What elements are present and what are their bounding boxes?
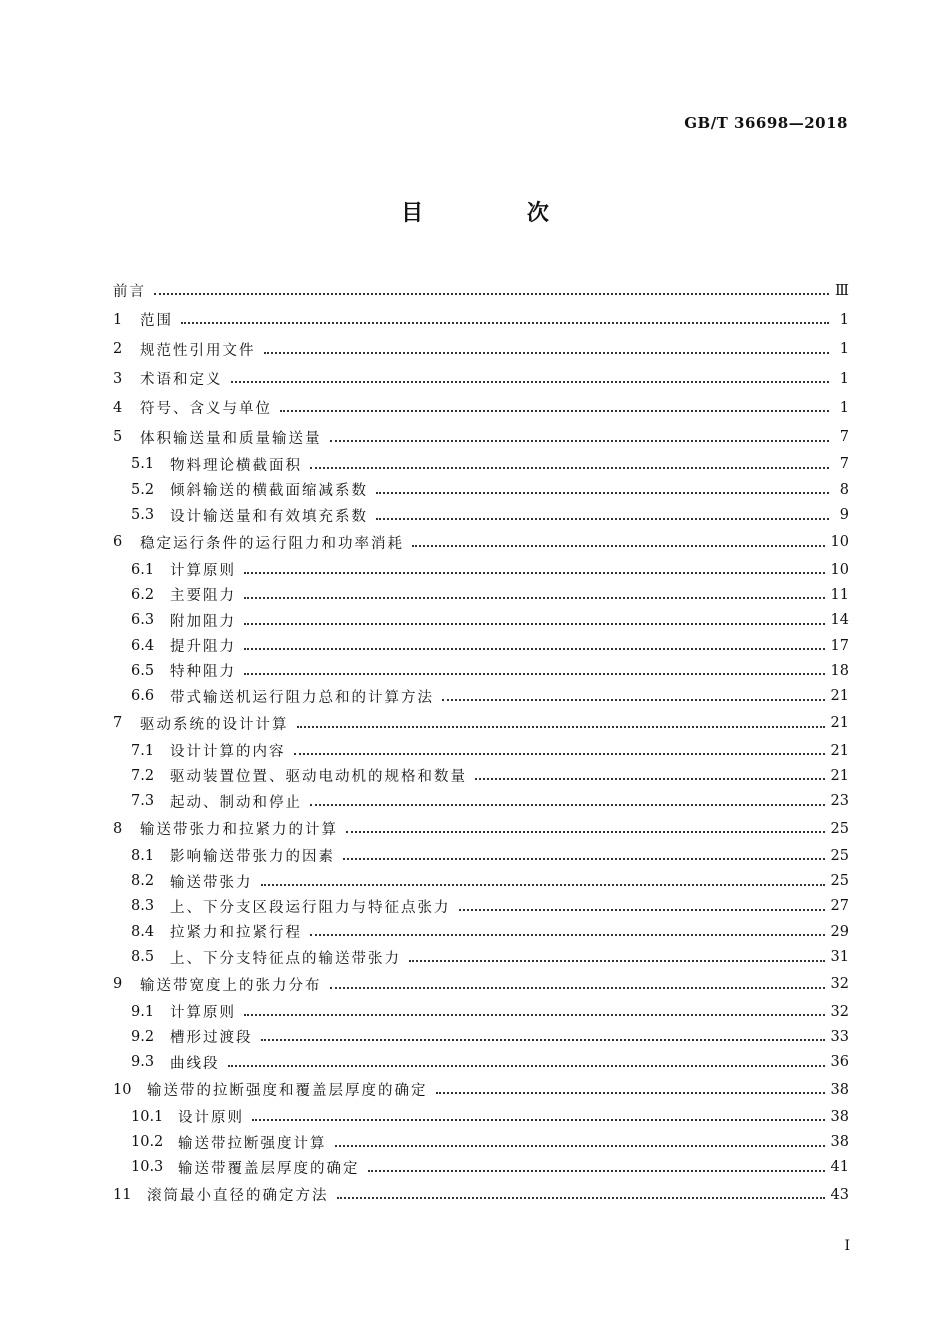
toc-entry-page: 43 (830, 1186, 849, 1203)
toc-entry-title: 输送带张力 (170, 874, 253, 891)
toc-entry-title: 上、下分支区段运行阻力与特征点张力 (170, 899, 451, 916)
toc-entry-title: 输送带张力和拉紧力的计算 (140, 822, 338, 839)
toc-entry-page: 33 (830, 1028, 849, 1045)
toc-dot-leader (335, 1144, 825, 1147)
toc-entry[interactable] (113, 683, 849, 708)
toc-entry-page: 36 (830, 1054, 849, 1071)
table-of-contents (113, 276, 849, 1209)
toc-entry-title: 计算原则 (170, 1005, 236, 1022)
toc-entry-page: 21 (830, 715, 849, 732)
toc-entry-page: 10 (830, 534, 849, 551)
toc-entry-number: 9.1 (131, 1003, 155, 1020)
toc-entry-title: 前言 (113, 284, 146, 301)
toc-entry-number: 8.3 (131, 898, 155, 915)
toc-entry-number: 6.6 (131, 688, 155, 705)
toc-entry[interactable] (113, 763, 849, 788)
toc-entry[interactable] (113, 738, 849, 763)
toc-entry-number: 9.2 (131, 1028, 155, 1045)
toc-entry[interactable] (113, 869, 849, 894)
toc-entry[interactable] (113, 502, 849, 527)
toc-entry-number: 10 (113, 1081, 132, 1098)
toc-entry-page: 17 (830, 637, 849, 654)
toc-entry-page: 1 (839, 370, 849, 387)
toc-entry-title: 物料理论横截面积 (170, 457, 302, 474)
toc-entry-page: 1 (839, 311, 849, 328)
toc-entry-number: 6.3 (131, 612, 155, 629)
toc-dot-leader (261, 1038, 825, 1041)
toc-entry-number: 5.3 (131, 507, 155, 524)
toc-dot-leader (228, 1064, 825, 1067)
toc-dot-leader (244, 672, 825, 675)
toc-entry-title: 影响输送带张力的因素 (170, 849, 335, 866)
toc-entry-title: 槽形过渡段 (170, 1030, 253, 1047)
toc-dot-leader (244, 647, 825, 650)
toc-entry[interactable] (113, 658, 849, 683)
toc-entry-number: 10.2 (131, 1134, 164, 1151)
toc-entry-page: 21 (830, 767, 849, 784)
toc-entry-number: 8.5 (131, 949, 155, 966)
toc-entry[interactable] (113, 633, 849, 658)
toc-dot-leader (376, 517, 829, 520)
toc-entry-title: 滚筒最小直径的确定方法 (147, 1188, 329, 1205)
toc-entry-page: 25 (830, 820, 849, 837)
toc-entry-title: 设计计算的内容 (170, 744, 286, 761)
toc-entry-number: 6.5 (131, 662, 155, 679)
toc-entry-number: 3 (113, 370, 123, 387)
toc-dot-leader (330, 439, 830, 442)
toc-entry-number: 5 (113, 429, 123, 446)
toc-dot-leader (310, 466, 829, 469)
toc-entry-page: 38 (830, 1108, 849, 1125)
toc-entry-title: 驱动系统的设计计算 (140, 716, 289, 733)
toc-entry-number: 7.1 (131, 742, 155, 759)
toc-dot-leader (244, 571, 825, 574)
standard-code: GB/T 36698—2018 (684, 114, 848, 132)
toc-entry[interactable] (113, 582, 849, 607)
toc-dot-leader (297, 725, 825, 728)
toc-entry-title: 输送带覆盖层厚度的确定 (178, 1160, 360, 1177)
toc-entry-title: 主要阻力 (170, 588, 236, 605)
toc-dot-leader (310, 803, 825, 806)
toc-entry-title: 输送带的拉断强度和覆盖层厚度的确定 (147, 1083, 428, 1100)
toc-entry[interactable] (113, 1180, 849, 1209)
toc-entry-title: 起动、制动和停止 (170, 794, 302, 811)
toc-entry-number: 6.2 (131, 586, 155, 603)
toc-entry-title: 拉紧力和拉紧行程 (170, 925, 302, 942)
toc-entry-number: 5.2 (131, 481, 155, 498)
toc-entry-page: 23 (830, 793, 849, 810)
toc-entry-title: 设计原则 (178, 1110, 244, 1127)
toc-dot-leader (412, 544, 825, 547)
toc-entry-number: 4 (113, 399, 123, 416)
toc-entry-number: 7.2 (131, 767, 155, 784)
page-title: 目 次 (401, 200, 597, 226)
toc-entry-number: 6.4 (131, 637, 155, 654)
toc-entry-title: 驱动装置位置、驱动电动机的规格和数量 (170, 769, 467, 786)
toc-entry[interactable] (113, 944, 849, 969)
toc-entry-number: 6 (113, 534, 123, 551)
toc-entry-title: 上、下分支特征点的输送带张力 (170, 950, 401, 967)
toc-entry-page: 38 (830, 1134, 849, 1151)
toc-entry-number: 8 (113, 820, 123, 837)
toc-entry-page: 1 (839, 341, 849, 358)
toc-entry-number: 8.1 (131, 847, 155, 864)
toc-entry-page: 25 (830, 847, 849, 864)
toc-entry-title: 输送带拉断强度计算 (178, 1135, 327, 1152)
toc-entry-page: 14 (830, 612, 849, 629)
toc-dot-leader (280, 409, 829, 412)
toc-dot-leader (337, 1196, 825, 1199)
toc-entry[interactable] (113, 1155, 849, 1180)
toc-entry-number: 6.1 (131, 561, 155, 578)
toc-entry-number: 7 (113, 715, 123, 732)
toc-dot-leader (436, 1091, 825, 1094)
toc-dot-leader (376, 491, 829, 494)
toc-entry-page: 9 (839, 507, 849, 524)
toc-entry-title: 曲线段 (170, 1055, 220, 1072)
toc-dot-leader (368, 1169, 825, 1172)
toc-entry[interactable] (113, 422, 849, 451)
toc-dot-leader (261, 883, 825, 886)
toc-entry[interactable] (113, 452, 849, 477)
toc-dot-leader (264, 351, 830, 354)
toc-entry-page: Ⅲ (835, 282, 849, 299)
toc-entry-title: 术语和定义 (140, 372, 223, 389)
toc-dot-leader (252, 1118, 825, 1121)
toc-dot-leader (244, 622, 825, 625)
toc-dot-leader (346, 830, 825, 833)
toc-entry-page: 38 (830, 1081, 849, 1098)
toc-entry-page: 1 (839, 399, 849, 416)
toc-entry-number: 8.2 (131, 873, 155, 890)
toc-entry[interactable] (113, 1024, 849, 1049)
toc-entry-number: 8.4 (131, 923, 155, 940)
toc-dot-leader (244, 596, 825, 599)
toc-entry-title: 特种阻力 (170, 664, 236, 681)
toc-entry-page: 32 (830, 976, 849, 993)
toc-entry-title: 符号、含义与单位 (140, 401, 272, 418)
toc-entry[interactable] (113, 557, 849, 582)
toc-entry-number: 10.1 (131, 1108, 164, 1125)
toc-entry[interactable] (113, 364, 849, 393)
toc-entry-page: 21 (830, 742, 849, 759)
toc-entry-page: 18 (830, 662, 849, 679)
toc-dot-leader (459, 908, 825, 911)
toc-entry-title: 范围 (140, 313, 173, 330)
toc-entry-number: 9.3 (131, 1054, 155, 1071)
toc-entry-page: 7 (839, 456, 849, 473)
toc-entry[interactable] (113, 1104, 849, 1129)
toc-entry[interactable] (113, 393, 849, 422)
toc-entry-page: 41 (830, 1159, 849, 1176)
toc-entry-title: 提升阻力 (170, 639, 236, 655)
toc-entry[interactable] (113, 1050, 849, 1075)
toc-entry[interactable] (113, 608, 849, 633)
toc-entry-title: 稳定运行条件的运行阻力和功率消耗 (140, 535, 404, 552)
toc-entry[interactable] (113, 894, 849, 919)
toc-dot-leader (310, 933, 825, 936)
toc-entry-title: 输送带宽度上的张力分布 (140, 977, 322, 994)
toc-entry[interactable] (113, 477, 849, 502)
toc-entry-number: 9 (113, 976, 123, 993)
toc-entry-number: 11 (113, 1186, 132, 1203)
toc-entry-page: 8 (839, 481, 849, 498)
toc-entry[interactable] (113, 999, 849, 1024)
toc-entry-page: 29 (830, 923, 849, 940)
toc-entry[interactable] (113, 814, 849, 843)
toc-entry-page: 10 (830, 561, 849, 578)
toc-entry[interactable] (113, 970, 849, 999)
toc-dot-leader (343, 857, 825, 860)
toc-entry-number: 10.3 (131, 1159, 164, 1176)
toc-dot-leader (154, 292, 829, 295)
toc-entry-number: 2 (113, 341, 123, 358)
toc-dot-leader (294, 752, 825, 755)
toc-entry-title: 附加阻力 (170, 613, 236, 630)
toc-entry[interactable] (113, 1075, 849, 1104)
toc-entry-page: 32 (830, 1003, 849, 1020)
toc-entry-title: 计算原则 (170, 563, 236, 580)
toc-entry[interactable] (113, 335, 849, 364)
toc-entry-page: 21 (830, 688, 849, 705)
toc-entry-page: 31 (830, 949, 849, 966)
toc-entry-title: 规范性引用文件 (140, 342, 256, 359)
toc-entry[interactable] (113, 789, 849, 814)
toc-dot-leader (330, 986, 825, 989)
page-number: I (844, 1238, 850, 1254)
toc-entry-title: 体积输送量和质量输送量 (140, 430, 322, 447)
toc-entry-number: 1 (113, 311, 123, 328)
toc-entry-title: 设计输送量和有效填充系数 (170, 508, 368, 525)
toc-entry-number: 5.1 (131, 456, 155, 473)
toc-entry[interactable] (113, 709, 849, 738)
toc-entry[interactable] (113, 276, 849, 305)
toc-dot-leader (442, 698, 825, 701)
toc-dot-leader (181, 321, 829, 324)
toc-entry[interactable] (113, 528, 849, 557)
toc-entry[interactable] (113, 305, 849, 334)
toc-entry-title: 带式输送机运行阻力总和的计算方法 (170, 689, 434, 706)
toc-entry-title: 倾斜输送的横截面缩减系数 (170, 483, 368, 500)
toc-entry[interactable] (113, 919, 849, 944)
toc-entry-page: 11 (830, 586, 849, 603)
toc-dot-leader (231, 380, 830, 383)
toc-dot-leader (475, 777, 825, 780)
toc-dot-leader (244, 1013, 825, 1016)
toc-entry-page: 27 (830, 898, 849, 915)
toc-entry[interactable] (113, 843, 849, 868)
toc-entry-page: 7 (839, 429, 849, 446)
toc-entry[interactable] (113, 1130, 849, 1155)
toc-entry-page: 25 (830, 873, 849, 890)
toc-entry-number: 7.3 (131, 793, 155, 810)
toc-dot-leader (409, 959, 825, 962)
